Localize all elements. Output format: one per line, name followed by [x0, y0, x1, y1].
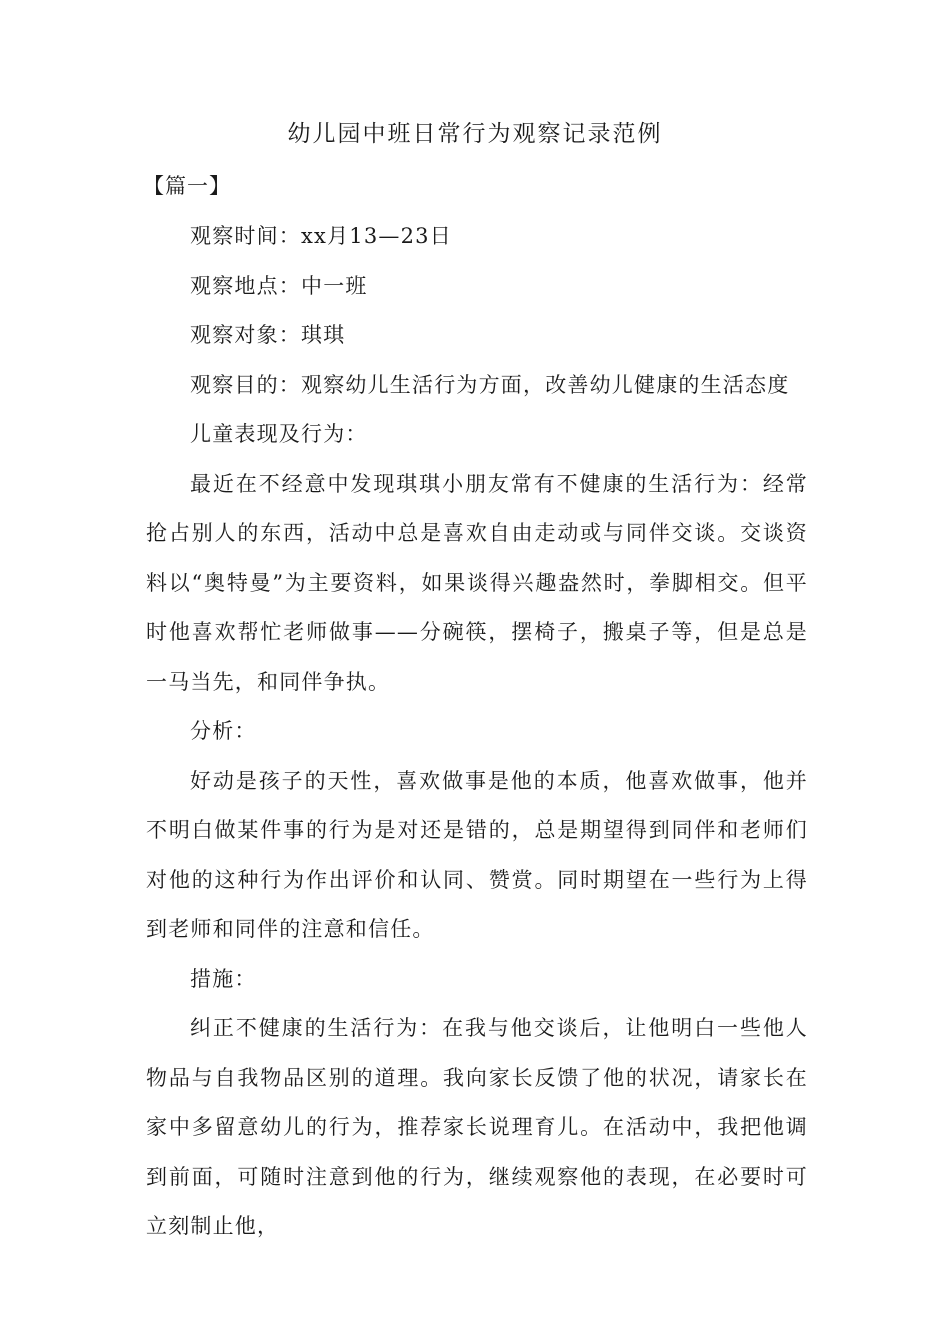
observation-time: 观察时间：xx月13—23日: [190, 224, 452, 248]
measures-paragraph: 纠正不健康的生活行为：在我与他交谈后，让他明白一些他人物品与自我物品区别的道理。我向家长反馈了他的状况，请家长在家中多留意幼儿的行为，推荐家长说理育儿。在活动中，我把他调到前面，可随时注意到他的行为，继续观察他的表现，在必要时可立刻制止他，: [146, 1016, 808, 1238]
behavior-paragraph: 最近在不经意中发现琪琪小朋友常有不健康的生活行为：经常抢占别人的东西，活动中总是喜欢自由走动或与同伴交谈。交谈资料以“奥特曼”为主要资料，如果谈得兴趣盎然时，拳脚相交。但平时他喜欢帮忙老师做事——分碗筷，摆椅子，搬桌子等，但是总是一马当先，和同伴争执。: [146, 471, 808, 694]
observation-purpose: 观察目的：观察幼儿生活行为方面，改善幼儿健康的生活态度: [190, 372, 790, 397]
behavior-heading: 儿童表现及行为：: [190, 422, 368, 446]
document-title: 幼儿园中班日常行为观察记录范例: [287, 121, 663, 147]
measures-heading: 措施：: [190, 966, 257, 991]
observation-subject: 观察对象：琪琪: [190, 323, 346, 347]
section-label: 【篇一】: [143, 174, 231, 198]
analysis-paragraph: 好动是孩子的天性，喜欢做事是他的本质，他喜欢做事，他并不明白做某件事的行为是对还是错的，总是期望得到同伴和老师们对他的这种行为作出评价和认同、赞赏。同时期望在一些行为上得到老师和同伴的注意和信任。: [146, 768, 808, 941]
observation-place: 观察地点：中一班: [190, 273, 368, 298]
analysis-heading: 分析：: [190, 719, 257, 743]
document-body: [146, 212, 808, 1252]
